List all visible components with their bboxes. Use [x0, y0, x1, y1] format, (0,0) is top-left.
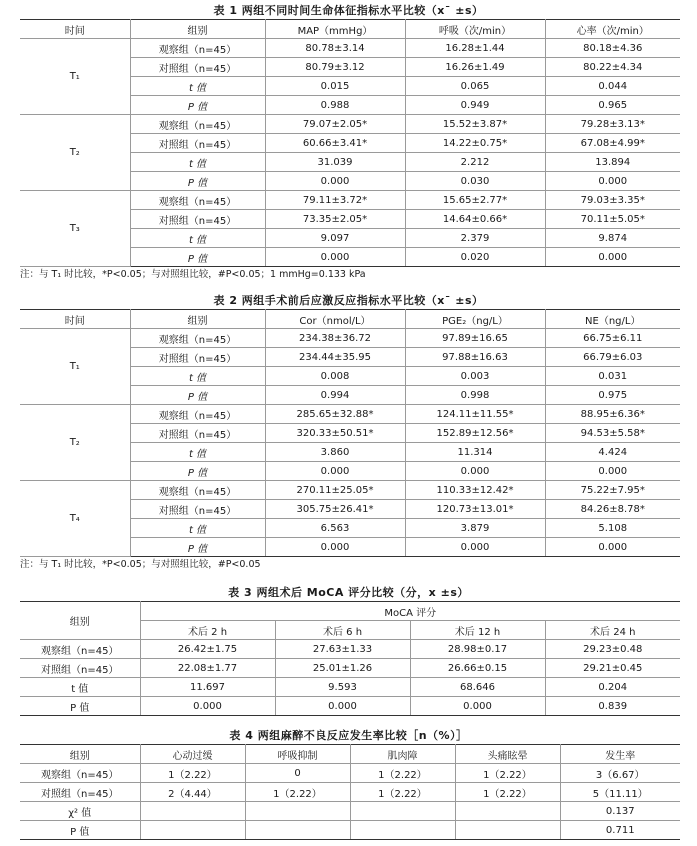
table4-block	[0, 728, 697, 840]
table3	[20, 601, 680, 716]
table1-value-cell: 0.065	[405, 77, 545, 96]
table1-row	[20, 115, 680, 134]
table1	[20, 19, 680, 267]
table4-value-cell: 2（4.44）	[140, 783, 245, 802]
table3-value-cell: 27.63±1.33	[275, 640, 410, 659]
table3-value-cell: 29.23±0.48	[545, 640, 680, 659]
table4-value-cell	[455, 821, 560, 840]
table2-value-cell: 3.860	[265, 443, 405, 462]
table2-value-cell: 234.38±36.72	[265, 329, 405, 348]
table1-header-cell: 组别	[130, 20, 265, 39]
table2-value-cell: 97.88±16.63	[405, 348, 545, 367]
table1-value-cell: 2.379	[405, 229, 545, 248]
table3-value-cell: 0.000	[140, 697, 275, 716]
table1-value-cell: 13.894	[545, 153, 680, 172]
table4-group-cell: 对照组（n=45）	[20, 783, 140, 802]
table4-value-cell: 1（2.22）	[455, 783, 560, 802]
table3-value-cell: 0.204	[545, 678, 680, 697]
table1-group-cell: t 值	[130, 153, 265, 172]
table1-value-cell: 0.030	[405, 172, 545, 191]
table2-value-cell: 0.998	[405, 386, 545, 405]
table2-group-cell: P 值	[130, 462, 265, 481]
table2-value-cell: 0.975	[545, 386, 680, 405]
table2-header-cell: PGE₂（ng/L）	[405, 310, 545, 329]
table2-value-cell: 4.424	[545, 443, 680, 462]
table1-row	[20, 191, 680, 210]
table3-span-header: MoCA 评分	[140, 602, 680, 621]
table4-header-cell: 肌肉障	[350, 745, 455, 764]
table3-row	[20, 659, 680, 678]
table1-group-cell: 对照组（n=45）	[130, 210, 265, 229]
table1-header-cell: MAP（mmHg）	[265, 20, 405, 39]
table2-group-cell: t 值	[130, 443, 265, 462]
table4-row	[20, 764, 680, 783]
table4-group-cell: P 值	[20, 821, 140, 840]
table1-value-cell: 0.000	[265, 248, 405, 267]
table1-value-cell: 0.020	[405, 248, 545, 267]
table2-header-cell: 时间	[20, 310, 130, 329]
table2-group-cell: 观察组（n=45）	[130, 405, 265, 424]
table2-block	[0, 293, 697, 573]
table4-value-cell: 1（2.22）	[350, 783, 455, 802]
table1-group-cell: 观察组（n=45）	[130, 39, 265, 58]
table3-value-cell: 26.66±0.15	[410, 659, 545, 678]
table1-value-cell: 80.78±3.14	[265, 39, 405, 58]
table1-row	[20, 39, 680, 58]
table1-value-cell: 60.66±3.41*	[265, 134, 405, 153]
table4-value-cell	[350, 802, 455, 821]
table2-value-cell: 97.89±16.65	[405, 329, 545, 348]
table1-caption: 表 1 两组不同时间生命体征指标水平比较（x¯ ±s）	[213, 4, 484, 17]
table2-header-cell: NE（ng/L）	[545, 310, 680, 329]
table3-subheader-cell: 术后 12 h	[410, 621, 545, 640]
table1-time-cell: T₂	[20, 115, 130, 191]
table1-value-cell: 80.79±3.12	[265, 58, 405, 77]
table2-header-cell: 组别	[130, 310, 265, 329]
table4-header-cell: 发生率	[560, 745, 680, 764]
table3-value-cell: 25.01±1.26	[275, 659, 410, 678]
table4-header-cell: 组别	[20, 745, 140, 764]
table2-value-cell: 0.008	[265, 367, 405, 386]
table4-caption: 表 4 两组麻醉不良反应发生率比较［n（%）］	[229, 729, 468, 742]
table3-row	[20, 640, 680, 659]
table1-value-cell: 73.35±2.05*	[265, 210, 405, 229]
table2-group-cell: t 值	[130, 519, 265, 538]
table1-value-cell: 15.52±3.87*	[405, 115, 545, 134]
table2-group-cell: P 值	[130, 538, 265, 557]
table1-value-cell: 31.039	[265, 153, 405, 172]
table3-caption: 表 3 两组术后 MoCA 评分比较（分，x ±s）	[228, 586, 469, 599]
table2-value-cell: 75.22±7.95*	[545, 481, 680, 500]
table1-value-cell: 79.03±3.35*	[545, 191, 680, 210]
table4-value-cell: 0.137	[560, 802, 680, 821]
table1-group-cell: 对照组（n=45）	[130, 134, 265, 153]
table4-value-cell: 3（6.67）	[560, 764, 680, 783]
table2-group-cell: 对照组（n=45）	[130, 348, 265, 367]
table1-value-cell: 16.26±1.49	[405, 58, 545, 77]
table3-block	[0, 585, 697, 716]
table2-group-cell: P 值	[130, 386, 265, 405]
table4-row	[20, 802, 680, 821]
table2-header-row	[20, 310, 680, 329]
table2-group-cell: 观察组（n=45）	[130, 481, 265, 500]
table1-time-cell: T₁	[20, 39, 130, 115]
table1-value-cell: 0.000	[545, 172, 680, 191]
table2-value-cell: 88.95±6.36*	[545, 405, 680, 424]
table3-group-cell: 观察组（n=45）	[20, 640, 140, 659]
table1-header-cell: 心率（次/min）	[545, 20, 680, 39]
table3-row	[20, 678, 680, 697]
table2	[20, 309, 680, 557]
table2-note: 注：与 T₁ 时比较，*P<0.05；与对照组比较，#P<0.05	[20, 559, 261, 570]
table1-header-cell: 时间	[20, 20, 130, 39]
table3-row	[20, 697, 680, 716]
table1-group-cell: P 值	[130, 96, 265, 115]
table2-value-cell: 0.000	[545, 462, 680, 481]
table1-value-cell: 9.097	[265, 229, 405, 248]
table3-value-cell: 29.21±0.45	[545, 659, 680, 678]
table4-header-row	[20, 745, 680, 764]
table1-value-cell: 15.65±2.77*	[405, 191, 545, 210]
table2-value-cell: 3.879	[405, 519, 545, 538]
table2-value-cell: 5.108	[545, 519, 680, 538]
table1-time-cell: T₃	[20, 191, 130, 267]
table3-value-cell: 0.000	[410, 697, 545, 716]
table3-value-cell: 0.000	[275, 697, 410, 716]
table4	[20, 744, 680, 840]
table1-group-cell: P 值	[130, 248, 265, 267]
table4-value-cell: 0.711	[560, 821, 680, 840]
table4-value-cell	[455, 802, 560, 821]
table1-group-cell: 对照组（n=45）	[130, 58, 265, 77]
table2-value-cell: 320.33±50.51*	[265, 424, 405, 443]
table2-value-cell: 0.000	[405, 538, 545, 557]
table4-group-cell: 观察组（n=45）	[20, 764, 140, 783]
table1-group-cell: t 值	[130, 229, 265, 248]
table1-group-cell: 观察组（n=45）	[130, 115, 265, 134]
table2-value-cell: 6.563	[265, 519, 405, 538]
table3-value-cell: 11.697	[140, 678, 275, 697]
table1-value-cell: 79.11±3.72*	[265, 191, 405, 210]
table2-value-cell: 0.031	[545, 367, 680, 386]
table1-value-cell: 14.22±0.75*	[405, 134, 545, 153]
table1-header-row	[20, 20, 680, 39]
table1-group-cell: P 值	[130, 172, 265, 191]
table2-value-cell: 110.33±12.42*	[405, 481, 545, 500]
table1-value-cell: 0.949	[405, 96, 545, 115]
table2-group-cell: 对照组（n=45）	[130, 424, 265, 443]
table2-value-cell: 234.44±35.95	[265, 348, 405, 367]
table2-value-cell: 0.000	[265, 462, 405, 481]
table1-value-cell: 79.28±3.13*	[545, 115, 680, 134]
table1-value-cell: 0.000	[545, 248, 680, 267]
table4-header-cell: 心动过缓	[140, 745, 245, 764]
table4-row	[20, 783, 680, 802]
table2-value-cell: 270.11±25.05*	[265, 481, 405, 500]
table4-value-cell	[245, 821, 350, 840]
table2-value-cell: 66.79±6.03	[545, 348, 680, 367]
table1-value-cell: 0.965	[545, 96, 680, 115]
table2-value-cell: 94.53±5.58*	[545, 424, 680, 443]
table4-value-cell	[245, 802, 350, 821]
table2-value-cell: 124.11±11.55*	[405, 405, 545, 424]
table4-value-cell: 1（2.22）	[140, 764, 245, 783]
table2-row	[20, 481, 680, 500]
table1-value-cell: 67.08±4.99*	[545, 134, 680, 153]
table1-value-cell: 0.044	[545, 77, 680, 96]
table1-group-cell: t 值	[130, 77, 265, 96]
table2-row	[20, 329, 680, 348]
table3-subheader-cell: 术后 6 h	[275, 621, 410, 640]
table1-value-cell: 80.22±4.34	[545, 58, 680, 77]
table2-time-cell: T₁	[20, 329, 130, 405]
table2-value-cell: 120.73±13.01*	[405, 500, 545, 519]
table2-group-cell: t 值	[130, 367, 265, 386]
table2-value-cell: 285.65±32.88*	[265, 405, 405, 424]
table4-group-cell: χ² 值	[20, 802, 140, 821]
table4-value-cell: 1（2.22）	[350, 764, 455, 783]
table4-value-cell: 0	[245, 764, 350, 783]
table1-value-cell: 80.18±4.36	[545, 39, 680, 58]
table4-value-cell: 5（11.11）	[560, 783, 680, 802]
table1-value-cell: 0.000	[265, 172, 405, 191]
table1-value-cell: 70.11±5.05*	[545, 210, 680, 229]
table2-group-cell: 对照组（n=45）	[130, 500, 265, 519]
table1-header-cell: 呼吸（次/min）	[405, 20, 545, 39]
table2-value-cell: 11.314	[405, 443, 545, 462]
table2-group-cell: 观察组（n=45）	[130, 329, 265, 348]
table3-value-cell: 0.839	[545, 697, 680, 716]
table3-value-cell: 26.42±1.75	[140, 640, 275, 659]
table1-value-cell: 9.874	[545, 229, 680, 248]
table3-value-cell: 28.98±0.17	[410, 640, 545, 659]
table1-group-cell: 观察组（n=45）	[130, 191, 265, 210]
table4-value-cell	[140, 802, 245, 821]
table2-value-cell: 0.003	[405, 367, 545, 386]
table3-value-cell: 22.08±1.77	[140, 659, 275, 678]
table1-block	[0, 3, 697, 283]
table1-value-cell: 2.212	[405, 153, 545, 172]
table4-row	[20, 821, 680, 840]
table3-value-cell: 9.593	[275, 678, 410, 697]
table3-group-cell: t 值	[20, 678, 140, 697]
table2-caption: 表 2 两组手术前后应激反应指标水平比较（x¯ ±s）	[213, 294, 484, 307]
table2-value-cell: 305.75±26.41*	[265, 500, 405, 519]
table3-group-cell: 对照组（n=45）	[20, 659, 140, 678]
table4-header-cell: 头痛眩晕	[455, 745, 560, 764]
table4-value-cell: 1（2.22）	[245, 783, 350, 802]
table1-note: 注：与 T₁ 时比较，*P<0.05；与对照组比较，#P<0.05；1 mmHg=0.133 kPa	[20, 269, 366, 280]
table1-value-cell: 79.07±2.05*	[265, 115, 405, 134]
table2-time-cell: T₂	[20, 405, 130, 481]
table1-value-cell: 0.015	[265, 77, 405, 96]
table2-value-cell: 0.000	[545, 538, 680, 557]
table4-value-cell	[140, 821, 245, 840]
table3-group-cell: P 值	[20, 697, 140, 716]
table3-subheader-cell: 术后 2 h	[140, 621, 275, 640]
table2-value-cell: 0.994	[265, 386, 405, 405]
table3-group-header: 组别	[20, 602, 140, 640]
table3-subheader-cell: 术后 24 h	[545, 621, 680, 640]
table2-row	[20, 405, 680, 424]
table2-time-cell: T₄	[20, 481, 130, 557]
table3-value-cell: 68.646	[410, 678, 545, 697]
table4-value-cell: 1（2.22）	[455, 764, 560, 783]
table4-value-cell	[350, 821, 455, 840]
table4-header-cell: 呼吸抑制	[245, 745, 350, 764]
table2-value-cell: 152.89±12.56*	[405, 424, 545, 443]
table2-value-cell: 66.75±6.11	[545, 329, 680, 348]
table2-header-cell: Cor（nmol/L）	[265, 310, 405, 329]
table1-value-cell: 14.64±0.66*	[405, 210, 545, 229]
table2-value-cell: 0.000	[265, 538, 405, 557]
table1-value-cell: 16.28±1.44	[405, 39, 545, 58]
table1-value-cell: 0.988	[265, 96, 405, 115]
table2-value-cell: 0.000	[405, 462, 545, 481]
table2-value-cell: 84.26±8.78*	[545, 500, 680, 519]
